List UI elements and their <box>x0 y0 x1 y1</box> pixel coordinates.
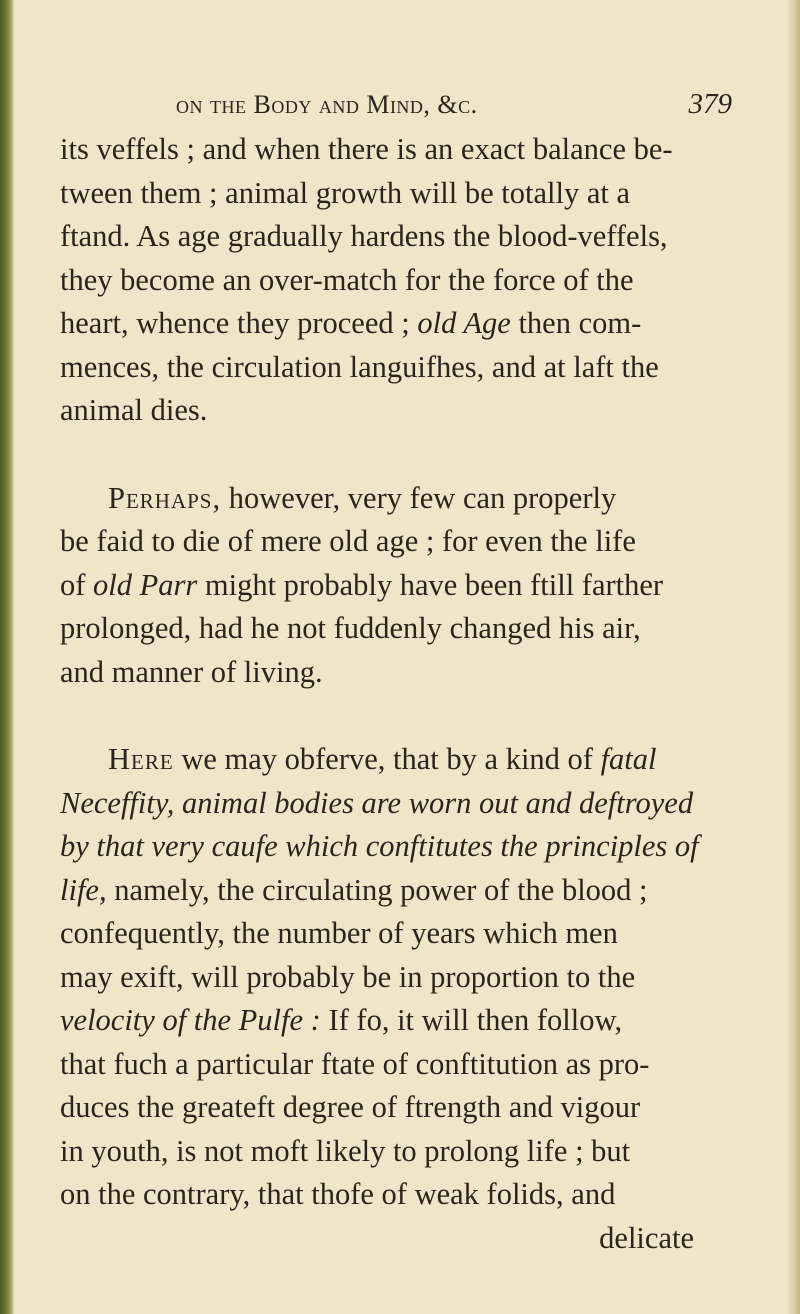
text-line: animal dies. <box>60 393 208 427</box>
text-line: in youth, is not moft likely to prolong life ; but <box>60 1133 631 1168</box>
text-run: namely, the circulating power of the blood ; <box>114 872 648 907</box>
text-line: duces the greateft degree of ftrength and vigour <box>60 1090 641 1124</box>
text-line <box>60 869 740 913</box>
binding-gutter <box>0 0 14 1314</box>
paragraph-3 <box>60 738 740 1260</box>
text-run: of <box>60 567 86 602</box>
text-run: heart, whence they proceed ; <box>60 306 410 340</box>
text-line <box>60 477 740 521</box>
text-run: then com- <box>518 306 642 340</box>
text-line: mences, the circulation languifhes, and at laft the <box>60 349 659 384</box>
book-page <box>60 62 740 1260</box>
text-line <box>60 738 740 782</box>
italic-phrase: fatal <box>600 742 657 776</box>
page-edge <box>786 0 800 1314</box>
text-line: and manner of living. <box>60 654 323 689</box>
text-line: ftand. As age gradually hardens the blood-veffels, <box>60 219 668 253</box>
text-line: may exift, will probably be in proportion to the <box>60 959 636 994</box>
text-line: tween them ; animal growth will be totally at a <box>60 175 631 210</box>
text-run: might probably have been ftill farther <box>204 567 664 602</box>
text-run: we may obferve, that by a kind of <box>181 742 593 776</box>
text-line: prolonged, had he not fuddenly changed his air, <box>60 611 641 645</box>
italic-phrase: old Age <box>417 306 511 340</box>
text-line: by that very caufe which conftitutes the principles of <box>60 829 699 863</box>
paragraph-1 <box>60 128 740 433</box>
lead-word: Here <box>108 742 174 776</box>
italic-phrase: velocity of the Pulfe : <box>60 1003 321 1037</box>
running-head-title: on the Body and Mind, &c. <box>176 90 478 119</box>
lead-word: Perhaps, <box>108 480 222 515</box>
paragraph-2 <box>60 477 740 695</box>
italic-phrase: old Parr <box>93 567 198 602</box>
text-line: confequently, the number of years which men <box>60 916 618 950</box>
text-line <box>60 302 740 346</box>
text-line: its veffels ; and when there is an exact balance be- <box>60 132 673 166</box>
text-line: that fuch a particular ftate of conftitution as pro- <box>60 1046 650 1081</box>
text-line <box>60 999 740 1043</box>
text-run: If fo, it will then follow, <box>328 1003 623 1037</box>
italic-phrase: life, <box>60 872 107 907</box>
running-head <box>60 62 740 122</box>
text-line <box>60 564 740 608</box>
text-run: however, very few can properly <box>228 480 617 515</box>
page-number: 379 <box>688 88 732 120</box>
text-line: they become an over-match for the force of the <box>60 262 634 297</box>
text-line: Neceffity, animal bodies are worn out and deftroyed <box>60 785 694 820</box>
text-line: be faid to die of mere old age ; for even the life <box>60 524 636 558</box>
text-line: on the contrary, that thofe of weak folids, and <box>60 1177 616 1211</box>
catchword: delicate <box>599 1220 694 1255</box>
